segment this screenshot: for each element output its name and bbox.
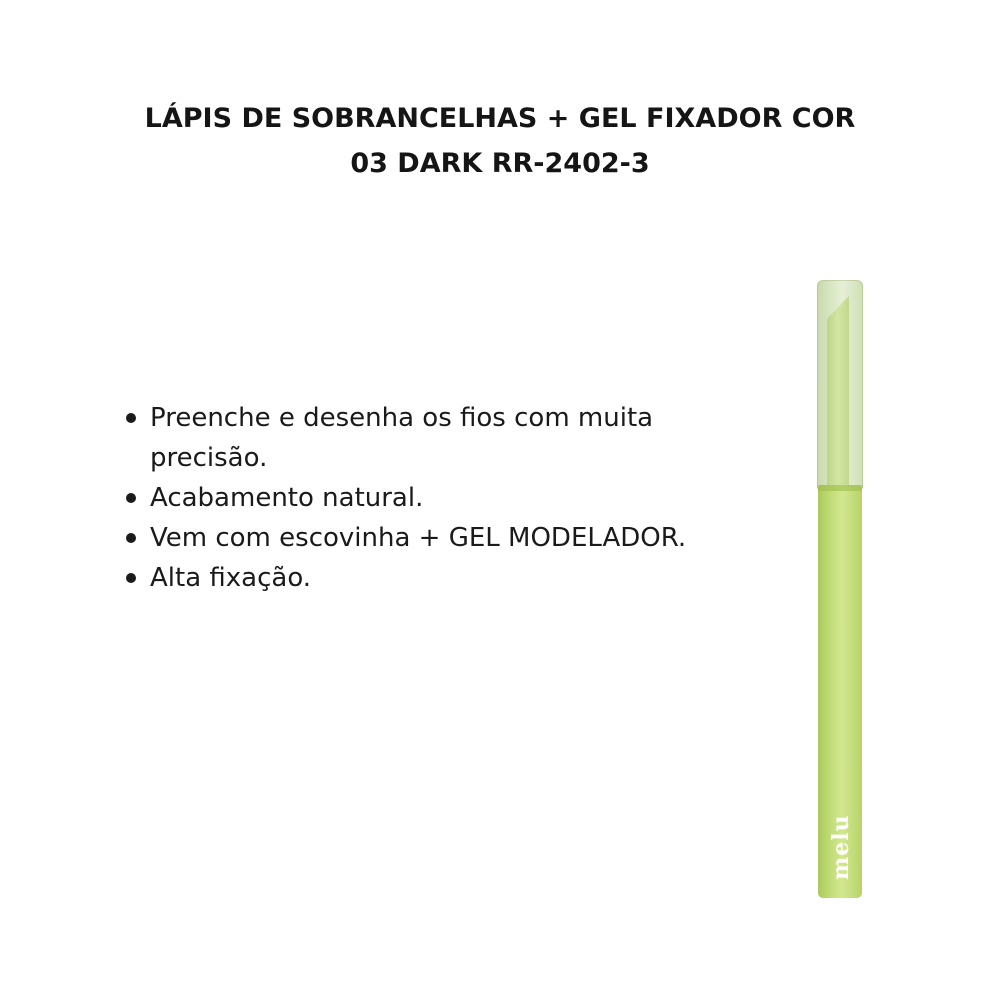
bullet-icon <box>126 573 136 583</box>
feature-text: Preenche e desenha os fios com muita precisão. <box>150 403 654 473</box>
product-title-line-1: LÁPIS DE SOBRANCELHAS + GEL FIXADOR COR <box>144 103 856 134</box>
bullet-icon <box>126 413 136 423</box>
feature-item <box>122 518 722 558</box>
pencil-print-line <box>839 930 841 1000</box>
bullet-icon <box>126 533 136 543</box>
bullet-icon <box>126 493 136 503</box>
feature-text: Acabamento natural. <box>150 483 424 513</box>
feature-text: Alta fixação. <box>150 563 312 593</box>
feature-text: Vem com escovinha + GEL MODELADOR. <box>150 523 687 553</box>
pencil-print-line <box>845 920 846 980</box>
pencil-brand-logo: melu <box>828 814 854 880</box>
feature-list <box>122 398 722 598</box>
product-image <box>815 280 865 898</box>
feature-item <box>122 398 722 478</box>
pencil-tip <box>827 296 849 486</box>
product-title <box>100 96 900 186</box>
feature-item <box>122 478 722 518</box>
feature-item <box>122 558 722 598</box>
pencil-band <box>818 485 862 491</box>
product-title-line-2: 03 DARK RR-2402-3 <box>350 148 650 179</box>
